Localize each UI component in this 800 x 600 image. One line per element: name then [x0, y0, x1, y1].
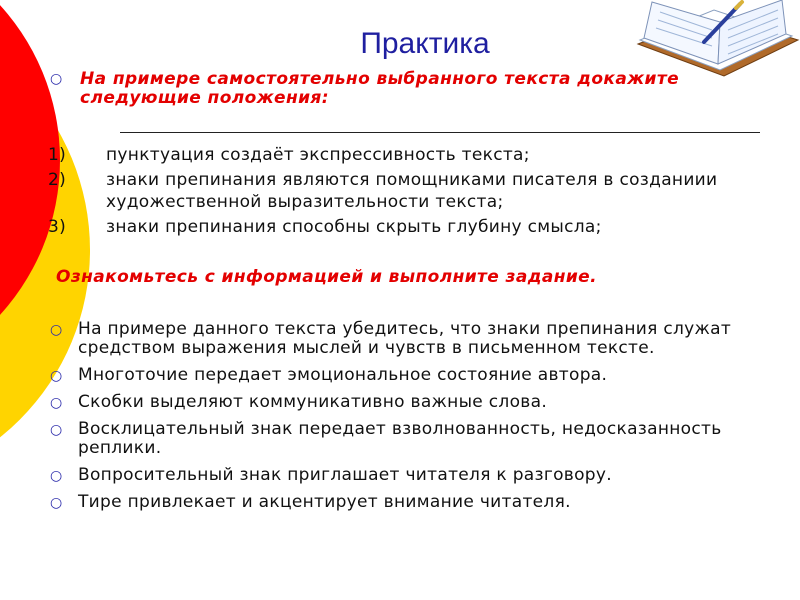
open-book-icon [632, 0, 800, 78]
list-item-text: На примере данного текста убедитесь, что знаки препинания служат средством выражения мыслей и чувств в письменном тексте. [78, 319, 732, 358]
numbered-item [48, 169, 788, 213]
list-item-text: Вопросительный знак приглашает читателя к разговору. [78, 465, 612, 485]
bullet-icon: ○ [50, 495, 63, 511]
facts-list [50, 320, 770, 520]
numbered-list [48, 144, 788, 241]
list-item [50, 420, 770, 458]
bullet-icon: ○ [50, 422, 63, 438]
list-item [50, 466, 770, 485]
bullet-icon: ○ [50, 468, 63, 484]
slide-title: Практика [360, 27, 490, 60]
list-item [50, 366, 770, 385]
list-item-text: Тире привлекает и акцентирует внимание читателя. [78, 492, 571, 512]
numbered-item [48, 216, 788, 238]
item-text: знаки препинания способны скрыть глубину смысла; [106, 217, 602, 237]
bullet-icon: ○ [50, 368, 63, 384]
list-item [50, 393, 770, 412]
divider-line [120, 132, 760, 133]
item-number: 3) [48, 217, 67, 237]
numbered-item [48, 144, 788, 166]
list-item-text: Многоточие передает эмоциональное состояние автора. [78, 365, 608, 385]
bullet-icon: ○ [50, 322, 63, 338]
intro-text: На примере самостоятельно выбранного текста докажите следующие положения: [80, 69, 680, 108]
item-number: 1) [48, 145, 67, 165]
bullet-icon: ○ [50, 395, 63, 411]
item-text: пунктуация создаёт экспрессивность текста; [106, 145, 530, 165]
list-item [50, 493, 770, 512]
bullet-icon: ○ [50, 71, 63, 87]
item-number: 2) [48, 170, 67, 190]
list-item-text: Скобки выделяют коммуникативно важные слова. [78, 392, 548, 412]
item-text: знаки препинания являются помощниками писателя в созданиии художественной выразительности текста; [106, 170, 718, 212]
list-item-text: Восклицательный знак передает взволнованность, недосказанность реплики. [78, 419, 722, 458]
task-title: Ознакомьтесь с информацией и выполните задание. [56, 267, 597, 287]
list-item [50, 320, 770, 358]
